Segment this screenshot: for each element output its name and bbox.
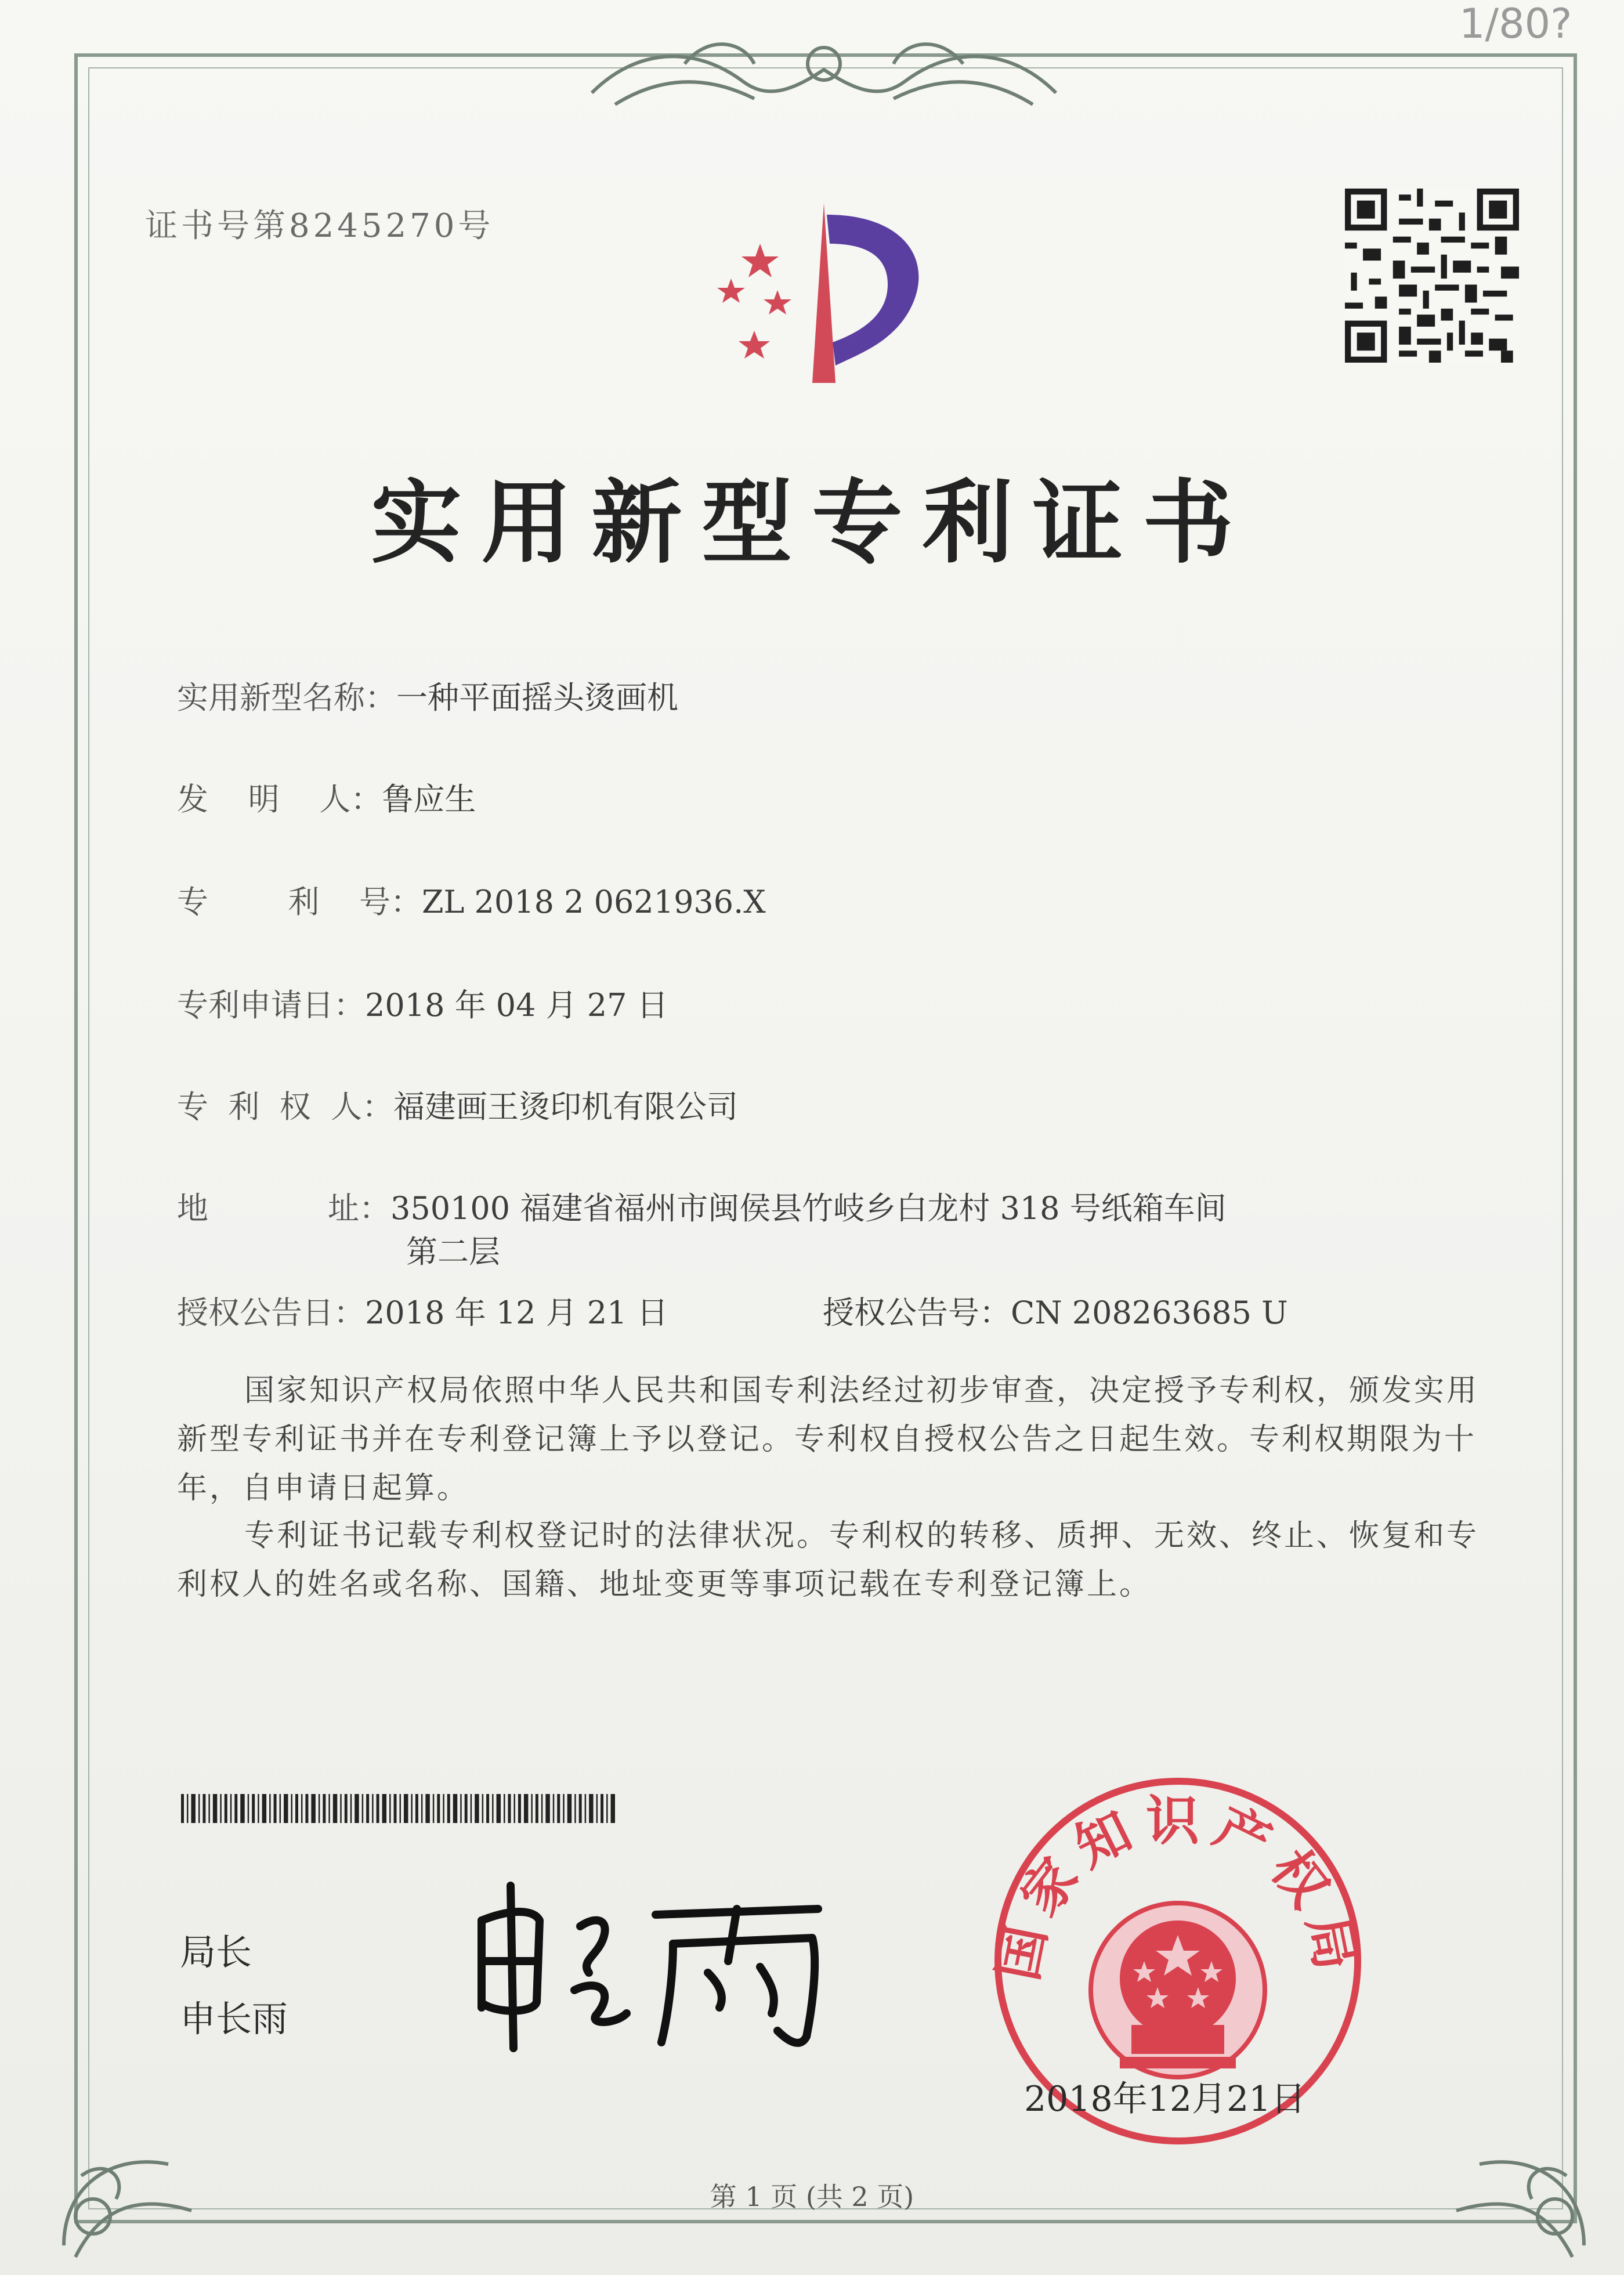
barcode-icon [181, 1794, 615, 1823]
top-ornament-icon [569, 23, 1079, 122]
patent-office-logo-icon [690, 191, 957, 400]
field-value: 鲁应生 [382, 781, 476, 818]
field-label: 实用新型名称： [177, 679, 396, 716]
field-application-date [177, 981, 668, 1025]
field-label: 专 利 权 人： [177, 1088, 393, 1125]
director-title: 局长 [180, 1931, 252, 1973]
field-value: CN 208263685 U [1011, 1294, 1288, 1331]
seal-date: 2018年12月21日 [1024, 2079, 1306, 2120]
field-label: 专 利 号： [177, 884, 422, 920]
field-patent-number [177, 877, 766, 922]
field-inventor [177, 775, 476, 819]
page-footer: 第 1 页 (共 2 页) [710, 2181, 914, 2212]
field-address [177, 1184, 1227, 1228]
field-grant-date [177, 1288, 668, 1333]
field-label: 发 明 人： [177, 781, 382, 818]
statement-paragraph: 国家知识产权局依照中华人民共和国专利法经过初步审查，决定授予专利权，颁发实用新型专利证书并在专利登记簿上予以登记。专利权自授权公告之日起生效。专利权期限为十年，自申请日起算。 [177, 1373, 1480, 1506]
director-name: 申长雨 [180, 1998, 288, 2040]
field-patentee [177, 1082, 738, 1127]
field-address-continued [406, 1227, 500, 1272]
certificate-number: 证书号第8245270号 [145, 207, 494, 245]
field-label: 授权公告号： [823, 1294, 1011, 1331]
field-value: 福建画王烫印机有限公司 [393, 1088, 738, 1125]
statement-paragraph: 专利证书记载专利权登记时的法律状况。专利权的转移、质押、无效、终止、恢复和专利权人的姓名或名称、国籍、地址变更等事项记载在专利登记簿上。 [177, 1518, 1480, 1602]
handwritten-signature-icon [464, 1874, 835, 2060]
handwritten-corner-note: 1/80? [1459, 0, 1572, 48]
qr-code-icon [1345, 189, 1519, 363]
field-announcement-number [823, 1288, 1288, 1333]
field-value: ZL 2018 2 0621936.X [421, 884, 766, 920]
field-utility-model-name [177, 673, 678, 718]
field-label: 地 址： [177, 1190, 390, 1227]
field-value: 350100 福建省福州市闽侯县竹岐乡白龙村 318 号纸箱车间 [390, 1190, 1227, 1227]
field-value: 2018 年 04 月 27 日 [365, 987, 668, 1023]
field-value: 一种平面摇头烫画机 [396, 679, 678, 716]
svg-text:国家知识产权局: 国家知识产权局 [986, 1790, 1369, 1985]
field-label: 专利申请日： [177, 987, 365, 1023]
field-value: 第二层 [406, 1234, 500, 1270]
field-label: 授权公告日： [177, 1294, 365, 1331]
page-title: 实用新型专利证书 [371, 469, 1253, 576]
field-value: 2018 年 12 月 21 日 [365, 1294, 668, 1331]
